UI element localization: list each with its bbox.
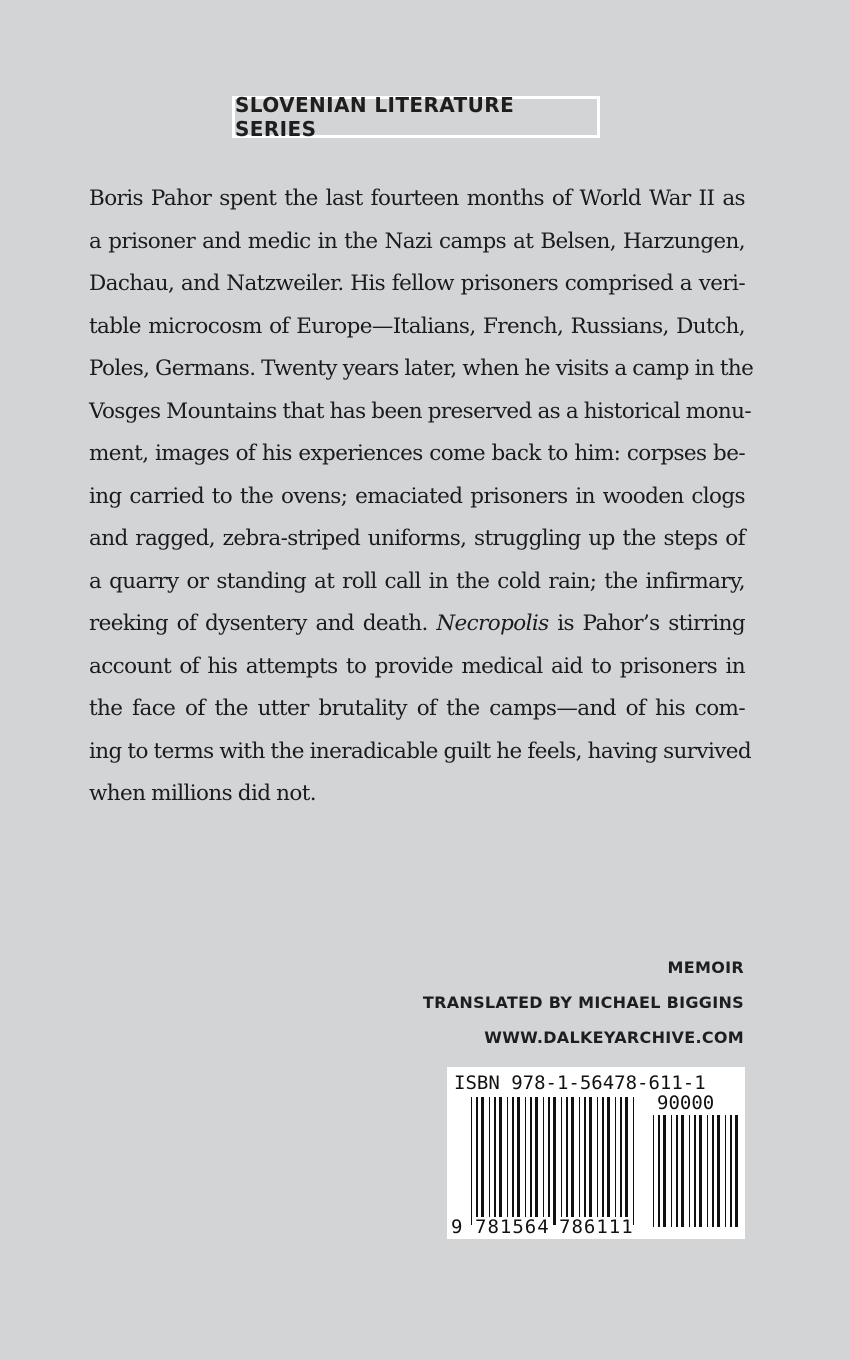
- blurb-line: when millions did not.: [89, 781, 317, 806]
- blurb-line: Poles, Germans. Twenty years later, when he visits a camp in the: [89, 356, 754, 381]
- isbn-barcode: [447, 1067, 745, 1239]
- blurb-line: Boris Pahor spent the last fourteen months of World War II as: [89, 186, 745, 211]
- blurb-line: a prisoner and medic in the Nazi camps at Belsen, Harzungen,: [89, 228, 745, 254]
- blurb-line: a quarry or standing at roll call in the cold rain; the infirmary,: [89, 568, 745, 594]
- blurb-line: and ragged, zebra-striped uniforms, struggling up the steps of: [89, 526, 745, 551]
- blurb-line-title: [89, 603, 745, 646]
- genre-label: MEMOIR: [667, 958, 744, 977]
- barcode-digits-right: 786111: [559, 1216, 634, 1238]
- isbn-label: ISBN 978-1-56478-611-1: [454, 1072, 706, 1094]
- addon-barcode-bars: [653, 1115, 738, 1227]
- publisher-website: WWW.DALKEYARCHIVE.COM: [484, 1028, 744, 1047]
- series-label: SLOVENIAN LITERATURE SERIES: [232, 96, 600, 138]
- blurb-line: ment, images of his experiences come back to him: corpses be-: [89, 441, 745, 466]
- blurb-line: table microcosm of Europe—Italians, French, Russians, Dutch,: [89, 313, 745, 339]
- blurb-line: the face of the utter brutality of the camps—and of his com-: [89, 696, 745, 721]
- blurb-text: reeking of dysentery and death.: [89, 611, 437, 636]
- main-barcode-bars: [471, 1097, 634, 1225]
- blurb-line: ing carried to the ovens; emaciated prisoners in wooden clogs: [89, 483, 745, 509]
- blurb-line: account of his attempts to provide medical aid to prisoners in: [89, 653, 745, 679]
- book-title: Necropolis: [436, 611, 549, 636]
- barcode-digits-left: 781564: [475, 1216, 550, 1238]
- back-cover-blurb: [89, 178, 754, 816]
- translator-credit: TRANSLATED BY MICHAEL BIGGINS: [422, 993, 744, 1012]
- price-code: 90000: [657, 1092, 715, 1114]
- blurb-line: Dachau, and Natzweiler. His fellow prisoners comprised a veri-: [89, 271, 745, 296]
- blurb-text: is Pahor’s stirring: [548, 611, 745, 636]
- blurb-line: Vosges Mountains that has been preserved as a historical monu-: [89, 398, 752, 424]
- barcode-lead-digit: 9: [451, 1216, 463, 1238]
- blurb-line: ing to terms with the ineradicable guilt he feels, having survived: [89, 738, 752, 764]
